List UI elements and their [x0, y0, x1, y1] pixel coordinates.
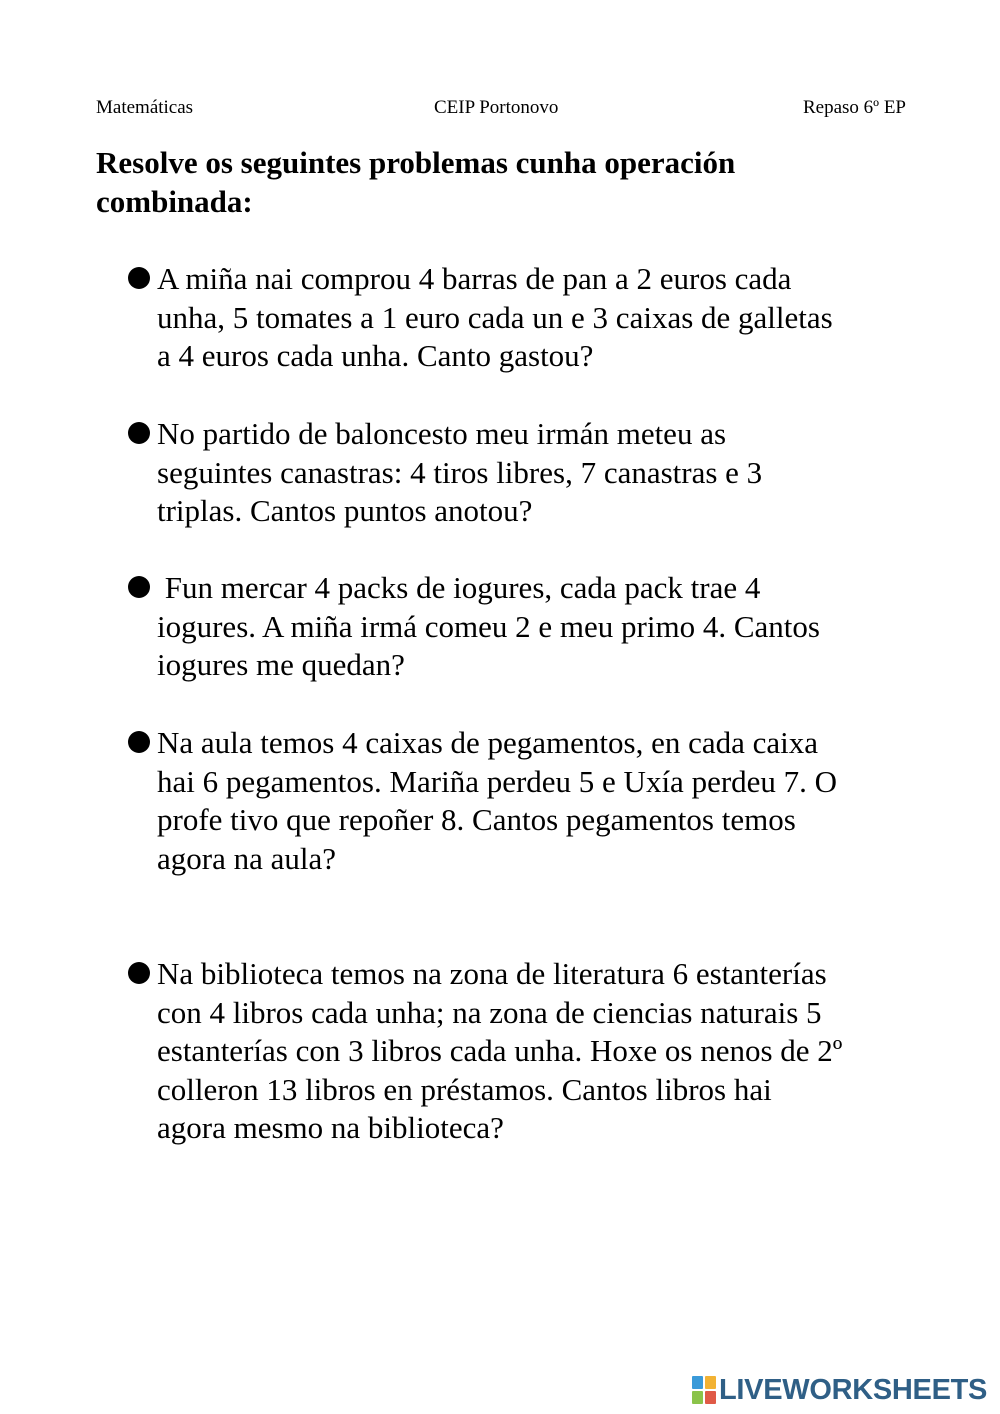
problem-text: Na aula temos 4 caixas de pegamentos, en cada caixa hai 6 pegamentos. Mariña perdeu 5 e Uxía perdeu 7. O profe tivo que repoñer 8. Cantos pegamentos temos agora na aula? [157, 725, 838, 876]
problem-text: Na biblioteca temos na zona de literatura 6 estanterías con 4 libros cada unha; na zona de ciencias naturais 5 estanterías con 3 libros cada unha. Hoxe os nenos de 2º colleron 13 libros en préstamos. Cantos libros hai agora mesmo na biblioteca? [157, 956, 843, 1146]
bullet-icon [128, 267, 150, 289]
bullet-icon [128, 731, 150, 753]
problem-text: A miña nai comprou 4 barras de pan a 2 euros cada unha, 5 tomates a 1 euro cada un e 3 caixas de galletas a 4 euros cada unha. Canto gastou? [157, 261, 833, 374]
header-level: Repaso 6º EP [803, 97, 906, 118]
problem-text: Fun mercar 4 packs de iogures, cada pack trae 4 iogures. A miña irmá comeu 2 e meu primo 4. Cantos iogures me quedan? [157, 570, 820, 683]
logo-text: LIVEWORKSHEETS [719, 1374, 988, 1406]
bullet-icon [128, 576, 150, 598]
worksheet-title: Resolve os seguintes problemas cunha operación combinada: [96, 145, 736, 219]
header-subject: Matemáticas [96, 97, 194, 118]
liveworksheets-logo-icon [692, 1376, 716, 1404]
problem-item [128, 415, 908, 531]
bullet-icon [128, 422, 150, 444]
logo-block-4 [705, 1391, 716, 1404]
problem-item [128, 260, 908, 376]
liveworksheets-logo [692, 1373, 987, 1407]
header-school: CEIP Portonovo [434, 97, 559, 118]
logo-block-3 [692, 1391, 703, 1404]
problem-item [128, 724, 908, 878]
problem-item [128, 955, 908, 1148]
logo-block-1 [692, 1376, 703, 1389]
problem-text: No partido de baloncesto meu irmán meteu as seguintes canastras: 4 tiros libres, 7 canastras e 3 triplas. Cantos puntos anotou? [157, 416, 763, 529]
logo-block-2 [705, 1376, 716, 1389]
page-header [96, 96, 906, 120]
problem-item [128, 569, 908, 685]
bullet-icon [128, 962, 150, 984]
